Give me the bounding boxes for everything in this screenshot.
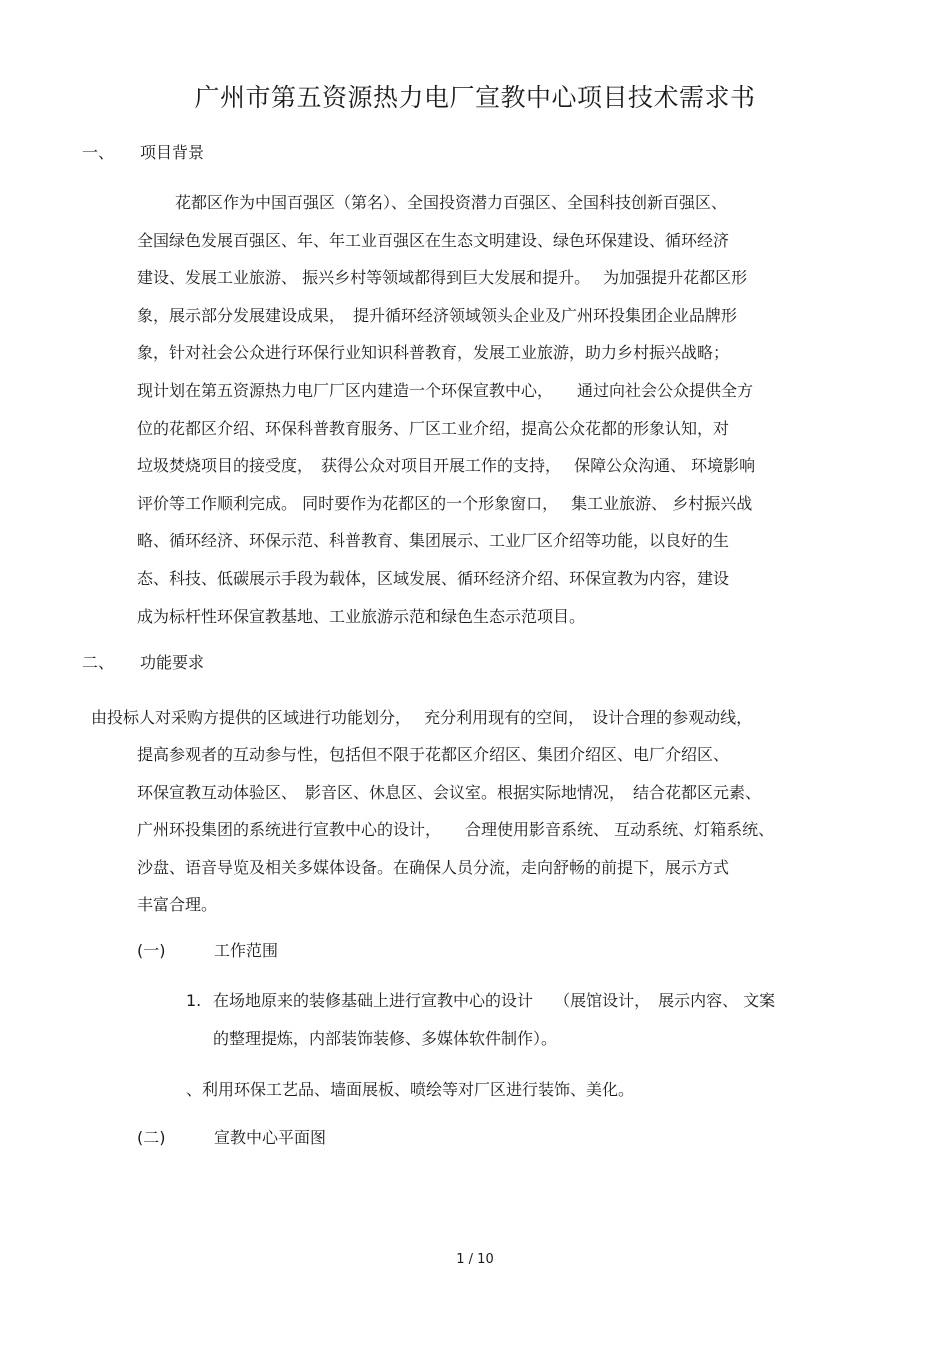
paragraph-line: 略、循环经济、环保示范、科普教育、集团展示、工业厂区介绍等功能，以良好的生 <box>137 531 730 551</box>
paragraph-line: 全国绿色发展百强区、年、年工业百强区在生态文明建设、绿色环保建设、循环经济 <box>137 230 730 250</box>
paragraph-line: 位的花都区介绍、环保科普教育服务、厂区工业介绍，提高公众花都的形象认知，对 <box>137 418 730 438</box>
paragraph-line: 建设、发展工业旅游、 振兴乡村等领域都得到巨大发展和提升。 为加强提升花都区形 <box>137 268 748 288</box>
paragraph-line: 环保宣教互动体验区、 影音区、休息区、会议室。根据实际地情况， 结合花都区元素、 <box>137 782 762 802</box>
section-number: 二、 <box>82 653 115 672</box>
paragraph-line: 态、科技、低碳展示手段为载体，区域发展、循环经济介绍、环保宣教为内容，建设 <box>137 568 730 588</box>
subsection-heading-scope <box>137 941 637 963</box>
subsection-heading-floorplan <box>137 1128 637 1150</box>
list-item-decoration <box>186 1071 634 1109</box>
page-number: 1 / 10 <box>456 1252 494 1267</box>
paragraph-line: 广州环投集团的系统进行宣教中心的设计， 合理使用影音系统、 互动系统、灯箱系统、 <box>137 820 775 840</box>
subsection-title: 宣教中心平面图 <box>214 1128 327 1147</box>
background-paragraph <box>137 184 755 635</box>
paragraph-line: 的整理提炼，内部装饰装修、多媒体软件制作）。 <box>213 1028 558 1048</box>
subsection-number: (一) <box>137 941 166 960</box>
section-number: 一、 <box>82 143 115 162</box>
section-title: 功能要求 <box>140 653 205 672</box>
item-text: 、利用环保工艺品、墙面展板、喷绘等对厂区进行装饰、美化。 <box>186 1080 635 1099</box>
paragraph-line: 象，针对社会公众进行环保行业知识科普教育，发展工业旅游，助力乡村振兴战略； <box>137 343 730 363</box>
paragraph-line: 提高参观者的互动参与性，包括但不限于花都区介绍区、集团介绍区、电厂介绍区、 <box>137 745 730 764</box>
list-item-number <box>186 982 201 1020</box>
list-item-design <box>213 982 775 1057</box>
paragraph-line: 在场地原来的装修基础上进行宣教中心的设计 （展馆设计， 展示内容、 文案 <box>213 991 776 1010</box>
paragraph-line: 由投标人对采购方提供的区域进行功能划分， 充分利用现有的空间， 设计合理的参观动线， <box>91 708 753 727</box>
paragraph-line: 花都区作为中国百强区（第名）、全国投资潜力百强区、全国科技创新百强区、 <box>175 193 728 212</box>
document-title: 广州市第五资源热力电厂宣教中心项目技术需求书 <box>194 83 756 112</box>
paragraph-line: 丰富合理。 <box>137 895 218 915</box>
subsection-number: (二) <box>137 1128 166 1147</box>
function-paragraph <box>137 736 774 924</box>
paragraph-line: 沙盘、语音导览及相关多媒体设备。在确保人员分流，走向舒畅的前提下，展示方式 <box>137 857 730 877</box>
paragraph-line: 现计划在第五资源热力电厂厂区内建造一个环保宣教中心， 通过向社会公众提供全方 <box>137 380 754 400</box>
paragraph-line: 评价等工作顺利完成。 同时要作为花都区的一个形象窗口， 集工业旅游、 乡村振兴战 <box>137 493 753 513</box>
paragraph-line: 垃圾焚烧项目的接受度， 获得公众对项目开展工作的支持， 保障公众沟通、 环境影响 <box>137 456 756 476</box>
section-heading-background <box>82 143 682 165</box>
section-heading-function <box>82 653 682 675</box>
function-paragraph-first-line <box>91 699 752 737</box>
item-number: 1. <box>186 991 202 1010</box>
paragraph-line: 成为标杆性环保宣教基地、工业旅游示范和绿色生态示范项目。 <box>137 606 586 626</box>
section-title: 项目背景 <box>140 143 205 162</box>
subsection-title: 工作范围 <box>214 941 279 960</box>
paragraph-line: 象，展示部分发展建设成果， 提升循环经济领域领头企业及广州环投集团企业品牌形 <box>137 305 738 325</box>
